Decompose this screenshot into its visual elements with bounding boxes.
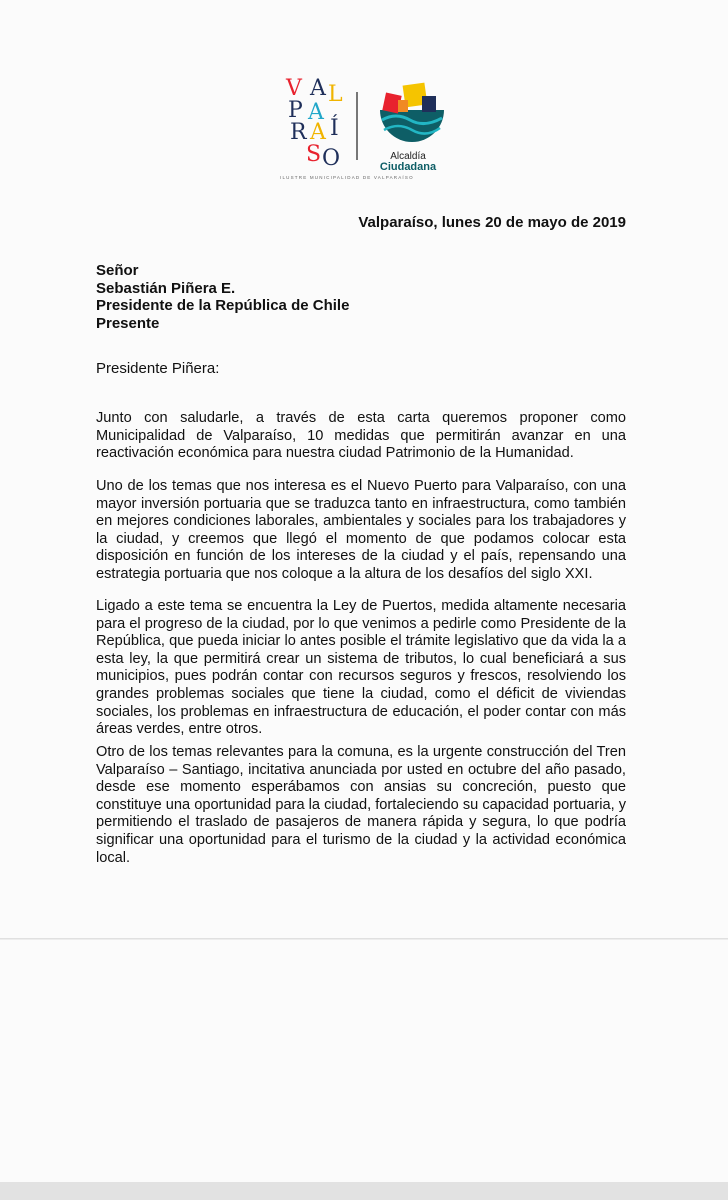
valparaiso-logo <box>286 78 344 170</box>
paragraph: Junto con saludarle, a través de esta carta queremos proponer como Municipalidad de Valparaíso, 10 medidas que permitirán avanzar en una reactivación económica para nuestra ciudad Patrimonio de la Humanidad. <box>96 410 626 462</box>
municipality-subtitle: ILUSTRE MUNICIPALIDAD DE VALPARAÍSO <box>280 175 414 180</box>
letterhead-logos <box>280 74 452 184</box>
addressee-line: Señor <box>96 262 139 279</box>
alcaldia-line2: Ciudadana <box>379 161 437 173</box>
alcaldia-wordmark <box>372 152 444 173</box>
addressee-block <box>96 262 349 332</box>
valparaiso-logo-letter: A <box>308 100 324 125</box>
paragraph: Ligado a este tema se encuentra la Ley de Puertos, medida altamente necesaria para el progreso de la ciudad, por lo que venimos a pedirle como Presidente de la República, que pueda iniciar lo antes posible el trámite legislativo que da vida la a esta ley, la que permitirá crear un sistema de tributos, lo cual beneficiará a sus municipios, pues podrán contar con recursos seguros y frescos, resolviendo los grandes problemas sociales que tiene la ciudad, como el déficit de viviendas sociales, los problemas en infraestructura de educación, el poder contar con más áreas verdes, entre otros. <box>96 598 626 738</box>
letter-date: Valparaíso, lunes 20 de mayo de 2019 <box>358 214 626 231</box>
valparaiso-logo-letter: L <box>328 82 343 107</box>
valparaiso-logo-letter: R <box>290 120 307 145</box>
valparaiso-logo-letter: V <box>286 76 302 101</box>
valparaiso-logo-letter: A <box>310 120 326 145</box>
valparaiso-logo-letter: A <box>310 76 326 101</box>
valparaiso-logo-letter: P <box>288 98 303 123</box>
alcaldia-line1: Alcaldía <box>390 151 426 162</box>
salutation: Presidente Piñera: <box>96 360 220 377</box>
paragraph: Uno de los temas que nos interesa es el Nuevo Puerto para Valparaíso, con una mayor inversión portuaria que se traduzca tanto en infraestructura, como también en mejores condiciones laborales, ambientales y sociales para los trabajadores y la ciudad, y creemos que llegó el momento de que podamos colocar esta disposición en función de los intereses de la ciudad y el país, repensando una estrategia portuaria que nos coloque a la altura de los desafíos del siglo XXI. <box>96 478 626 582</box>
valparaiso-logo-letter: Í <box>330 116 339 141</box>
logo-divider <box>356 92 358 160</box>
addressee-line: Presente <box>96 314 160 332</box>
addressee-name: Sebastián Piñera E. <box>96 279 236 297</box>
paper-bottom-edge <box>0 1182 728 1200</box>
paper-fold-line <box>0 938 728 940</box>
paragraph: Otro de los temas relevantes para la comuna, es la urgente construcción del Tren Valparaíso – Santiago, incitativa anunciada por usted en octubre del año pasado, desde ese momento esperábamos con ansias su concreción, puesto que constituye una oportunidad para la ciudad, fortaleciendo su capacidad portuaria, y permitiendo el traslado de pasajeros de manera rápida y segura, lo que podría significar una oportunidad para el turismo de la ciudad y la actividad económica local. <box>96 744 626 866</box>
addressee-title: Presidente de la República de Chile <box>96 297 350 314</box>
valparaiso-logo-letter: O <box>322 146 341 171</box>
valparaiso-logo-letter: S <box>306 142 322 167</box>
